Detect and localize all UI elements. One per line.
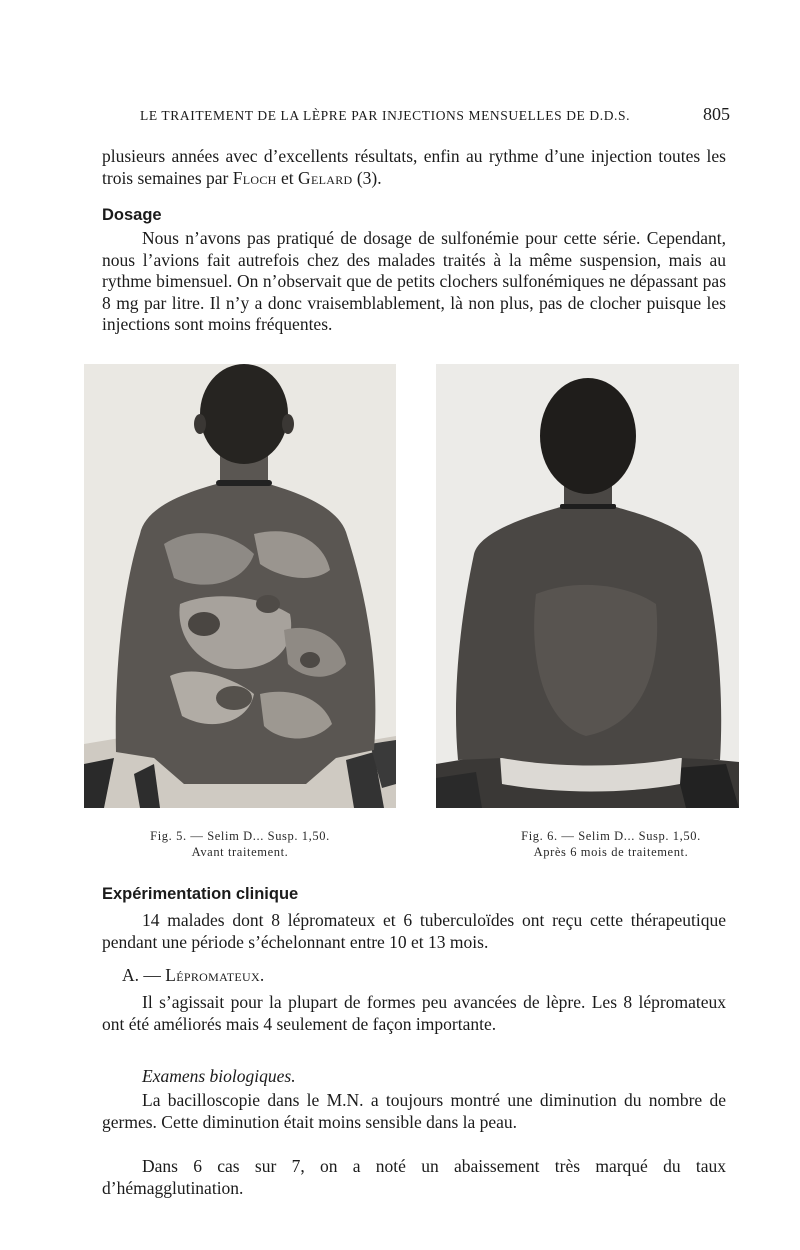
examens-paragraph-2: Dans 6 cas sur 7, on a noté un abaissement très marqué du taux d’hémagglutination. — [102, 1156, 726, 1198]
examens-paragraph-1: La bacilloscopie dans le M.N. a toujours montré une diminution du nombre de germes. Cette diminution était moins sensible dans la peau. — [102, 1090, 726, 1132]
experimentation-paragraph: 14 malades dont 8 lépromateux et 6 tuberculoïdes ont reçu cette thérapeutique pendant une période s’échelonnant entre 10 et 13 mois. — [102, 910, 726, 952]
subsection-a-heading — [122, 965, 722, 987]
running-title: LE TRAITEMENT DE LA LÈPRE PAR INJECTIONS MENSUELLES DE D.D.S. — [140, 108, 631, 123]
figure-6-caption-line2: Après 6 mois de traitement. — [533, 845, 689, 859]
figure-6-photo — [436, 364, 739, 808]
dosage-paragraph: Nous n’avons pas pratiqué de dosage de sulfonémie pour cette série. Cependant, nous l’avions fait autrefois chez des malades traités à la même suspension, mais au rythme bimensuel. On n’observait que de petits clochers sulfonémiques ne dépassant pas 8 mg par litre. Il n’y a donc vraisemblablement, là non plus, pas de clocher puisque les injections sont moins fréquentes. — [102, 228, 726, 334]
figure-5-caption-line2: Avant traitement. — [191, 845, 289, 859]
intro-text-2: (3). — [352, 167, 382, 188]
author-gelard: Gelard — [298, 167, 353, 188]
subsection-a-title: Lépromateux. — [165, 965, 265, 985]
figure-6-caption — [451, 828, 771, 860]
running-header — [140, 104, 730, 124]
subsection-a-label: A. — — [122, 965, 166, 985]
figure-5-caption-line1: Fig. 5. — Selim D... Susp. 1,50. — [150, 829, 330, 843]
intro-and: et — [276, 167, 299, 188]
author-floch: Floch — [232, 167, 277, 188]
figure-5-caption — [80, 828, 400, 860]
section-heading-experimentation: Expérimentation clinique — [102, 885, 299, 903]
section-heading-dosage: Dosage — [102, 206, 162, 224]
intro-paragraph — [102, 146, 726, 189]
lepromateux-paragraph: Il s’agissait pour la plupart de formes peu avancées de lèpre. Les 8 lépromateux ont été améliorés mais 4 seulement de façon importante. — [102, 992, 726, 1034]
figure-5-photo — [84, 364, 396, 808]
figure-6-caption-line1: Fig. 6. — Selim D... Susp. 1,50. — [521, 829, 701, 843]
intro-text-1: plusieurs années avec d’excellents résultats, enfin au rythme d’une injection toutes les trois semaines par — [102, 146, 726, 188]
page-number: 805 — [703, 104, 730, 124]
examens-heading: Examens biologiques. — [142, 1066, 296, 1086]
